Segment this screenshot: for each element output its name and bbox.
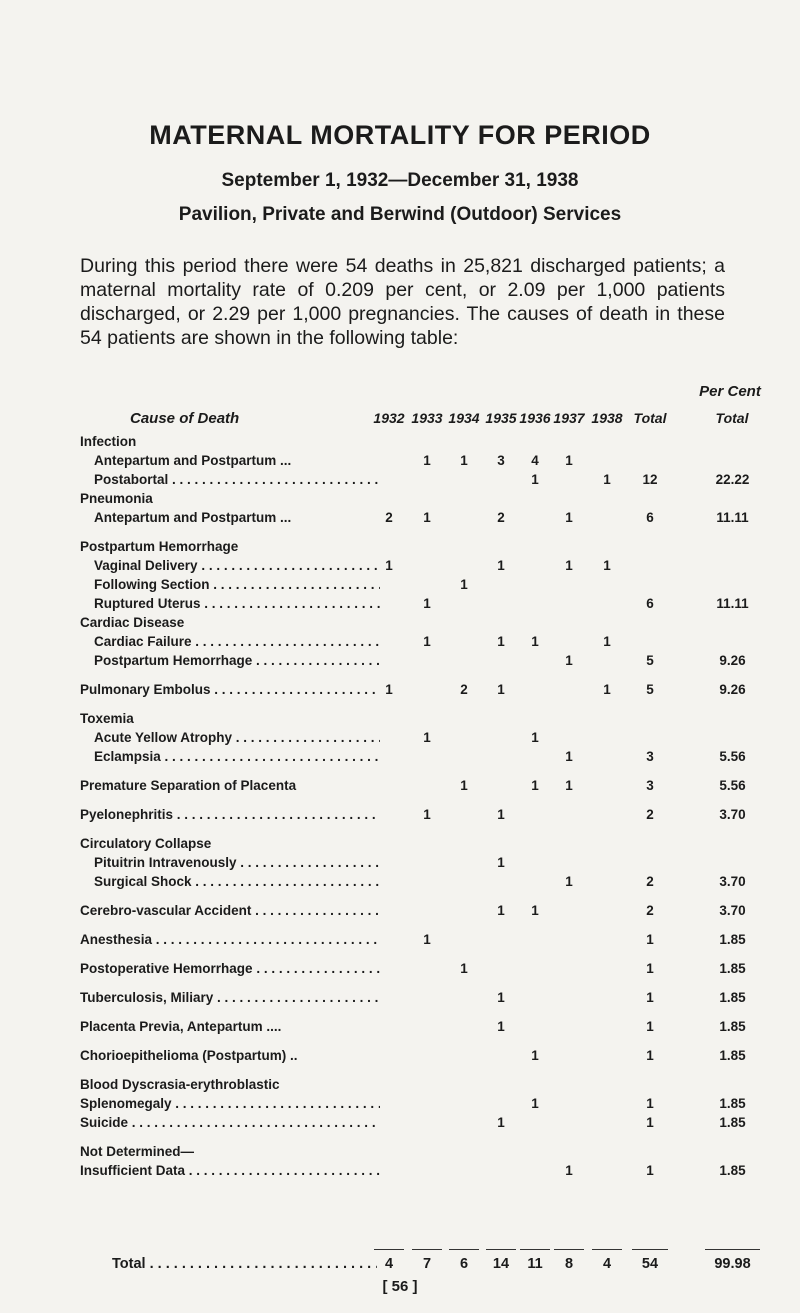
cause-label: Circulatory Collapse	[80, 836, 212, 851]
table-row	[0, 961, 800, 980]
cell-y1935: 1	[497, 634, 505, 649]
table-row	[0, 807, 800, 826]
cause-label: Placenta Previa, Antepartum ....	[80, 1019, 282, 1034]
cell-total: 1	[646, 961, 654, 976]
year-header-1933: 1933	[411, 410, 443, 426]
cause-label: Following Section . . .	[94, 577, 380, 592]
cause-label: Antepartum and Postpartum ...	[94, 510, 292, 525]
total-1938: 4	[602, 1256, 612, 1272]
cell-pct: 1.85	[719, 961, 746, 976]
cell-pct: 11.11	[716, 510, 749, 525]
cell-y1933: 1	[423, 634, 431, 649]
cell-y1937: 1	[565, 453, 573, 468]
cause-label: Pulmonary Embolus . . .	[80, 682, 380, 697]
cell-total: 1	[646, 1048, 654, 1063]
cause-label: Blood Dyscrasia-erythroblastic	[80, 1077, 280, 1092]
cell-total: 3	[646, 749, 654, 764]
cause-label: Tuberculosis, Miliary . . .	[80, 990, 380, 1005]
cell-y1932: 1	[385, 682, 393, 697]
cell-total: 12	[642, 472, 658, 487]
table-row	[0, 434, 800, 453]
cell-y1932: 1	[385, 558, 393, 573]
cell-y1933: 1	[423, 453, 431, 468]
percent-header-top: Per Cent	[699, 383, 761, 400]
percent-header-bottom: Total	[715, 410, 749, 426]
cell-pct: 1.85	[719, 990, 746, 1005]
cell-y1933: 1	[423, 596, 431, 611]
cell-pct: 3.70	[719, 903, 746, 918]
totals-label: Total . . .	[112, 1256, 377, 1272]
cell-total: 3	[646, 778, 654, 793]
total-1934: 6	[459, 1256, 469, 1272]
cell-total: 1	[646, 932, 654, 947]
cell-pct: 1.85	[719, 1096, 746, 1111]
cell-pct: 3.70	[719, 807, 746, 822]
table-row	[0, 634, 800, 653]
cell-y1935: 1	[497, 990, 505, 1005]
cell-y1935: 1	[497, 807, 505, 822]
table-row	[0, 932, 800, 951]
total-1932: 4	[384, 1256, 394, 1272]
cause-label: Vaginal Delivery . . .	[94, 558, 380, 573]
cell-y1933: 1	[423, 730, 431, 745]
cause-label: Toxemia	[80, 711, 134, 726]
table-row	[0, 1019, 800, 1038]
cause-label: Infection	[80, 434, 137, 449]
cell-y1935: 1	[497, 1019, 505, 1034]
cell-y1937: 1	[565, 749, 573, 764]
table-row	[0, 1163, 800, 1182]
totals-row	[0, 1256, 800, 1278]
total-1935: 14	[492, 1256, 510, 1272]
services-subtitle: Pavilion, Private and Berwind (Outdoor) Services	[178, 204, 622, 225]
cell-y1935: 2	[497, 510, 505, 525]
total-1937: 8	[564, 1256, 574, 1272]
cause-label: Splenomegaly . . .	[80, 1096, 380, 1111]
table-row	[0, 730, 800, 749]
cell-y1935: 1	[497, 903, 505, 918]
table-row	[0, 749, 800, 768]
cell-y1932: 2	[385, 510, 393, 525]
cell-y1935: 1	[497, 855, 505, 870]
cell-y1938: 1	[603, 558, 611, 573]
total-1936: 11	[527, 1256, 543, 1272]
year-header-1937: 1937	[553, 410, 585, 426]
table-row	[0, 778, 800, 797]
cell-y1936: 1	[531, 634, 539, 649]
total-header: Total	[633, 410, 667, 426]
cell-y1934: 1	[460, 453, 468, 468]
cell-y1935: 3	[497, 453, 505, 468]
table-row	[0, 1077, 800, 1096]
cell-y1934: 2	[460, 682, 468, 697]
cell-total: 2	[646, 807, 654, 822]
cell-y1937: 1	[565, 1163, 573, 1178]
cause-label: Insufficient Data . . .	[80, 1163, 380, 1178]
cause-label: Cardiac Failure . . .	[94, 634, 380, 649]
cell-total: 1	[646, 1096, 654, 1111]
table-row	[0, 1096, 800, 1115]
page-title: MATERNAL MORTALITY FOR PERIOD	[149, 120, 651, 150]
cause-label: Pyelonephritis . . .	[80, 807, 380, 822]
total-rules	[0, 1249, 800, 1251]
cell-y1935: 1	[497, 558, 505, 573]
cell-pct: 5.56	[719, 749, 746, 764]
table-row	[0, 874, 800, 893]
cell-y1934: 1	[460, 961, 468, 976]
cell-y1934: 1	[460, 778, 468, 793]
cell-pct: 1.85	[719, 932, 746, 947]
cell-pct: 1.85	[719, 1163, 746, 1178]
cell-y1938: 1	[603, 682, 611, 697]
cell-y1936: 1	[531, 730, 539, 745]
cause-label: Postoperative Hemorrhage . . .	[80, 961, 380, 976]
cause-label: Cardiac Disease	[80, 615, 185, 630]
cell-y1937: 1	[565, 653, 573, 668]
cause-label: Eclampsia . . .	[94, 749, 380, 764]
cell-y1936: 1	[531, 472, 539, 487]
cell-pct: 1.85	[719, 1115, 746, 1130]
table-row	[0, 510, 800, 529]
cell-total: 2	[646, 903, 654, 918]
cause-label: Postpartum Hemorrhage	[80, 539, 239, 554]
table-row	[0, 711, 800, 730]
year-header-1935: 1935	[485, 410, 517, 426]
cause-label: Not Determined—	[80, 1144, 195, 1159]
grand-total-percent: 99.98	[714, 1256, 751, 1272]
cell-total: 6	[646, 510, 654, 525]
cell-y1938: 1	[603, 634, 611, 649]
cell-y1934: 1	[460, 577, 468, 592]
cell-total: 5	[646, 653, 654, 668]
cell-total: 1	[646, 990, 654, 1005]
table-row	[0, 682, 800, 701]
cell-pct: 22.22	[715, 472, 750, 487]
cell-pct: 1.85	[719, 1019, 746, 1034]
year-header-1934: 1934	[448, 410, 480, 426]
grand-total: 54	[641, 1256, 659, 1272]
date-range-subtitle: September 1, 1932—December 31, 1938	[221, 170, 579, 191]
cause-label: Premature Separation of Placenta	[80, 778, 297, 793]
cell-pct: 11.11	[716, 596, 749, 611]
cell-y1936: 4	[531, 453, 539, 468]
cell-y1936: 1	[531, 1096, 539, 1111]
cell-total: 5	[646, 682, 654, 697]
cause-label: Suicide . . .	[80, 1115, 380, 1130]
cause-header: Cause of Death	[130, 410, 240, 427]
cell-pct: 3.70	[719, 874, 746, 889]
cell-y1937: 1	[565, 558, 573, 573]
table-row	[0, 836, 800, 855]
cause-label: Cerebro-vascular Accident . . .	[80, 903, 380, 918]
page-number: [ 56 ]	[382, 1278, 418, 1295]
table-header	[0, 410, 800, 430]
cause-label: Surgical Shock . . .	[94, 874, 380, 889]
cell-total: 1	[646, 1115, 654, 1130]
cause-label: Pituitrin Intravenously . . .	[94, 855, 380, 870]
cell-y1936: 1	[531, 778, 539, 793]
table-row	[0, 990, 800, 1009]
mortality-table	[0, 434, 800, 1182]
table-row	[0, 539, 800, 558]
table-row	[0, 903, 800, 922]
cell-pct: 9.26	[719, 653, 746, 668]
table-row	[0, 558, 800, 577]
cell-y1935: 1	[497, 682, 505, 697]
cause-label: Ruptured Uterus . . .	[94, 596, 380, 611]
total-1933: 7	[422, 1256, 432, 1272]
cell-y1936: 1	[531, 903, 539, 918]
cell-y1937: 1	[565, 778, 573, 793]
cell-total: 6	[646, 596, 654, 611]
cell-pct: 5.56	[719, 778, 746, 793]
cell-total: 2	[646, 874, 654, 889]
table-row	[0, 615, 800, 634]
table-row	[0, 855, 800, 874]
cell-total: 1	[646, 1163, 654, 1178]
table-row	[0, 491, 800, 510]
cause-label: Pneumonia	[80, 491, 153, 506]
cause-label: Anesthesia . . .	[80, 932, 380, 947]
year-header-1938: 1938	[591, 410, 623, 426]
cell-y1933: 1	[423, 807, 431, 822]
year-header-1936: 1936	[519, 410, 551, 426]
table-row	[0, 453, 800, 472]
cell-y1935: 1	[497, 1115, 505, 1130]
cell-y1936: 1	[531, 1048, 539, 1063]
cause-label: Antepartum and Postpartum ...	[94, 453, 292, 468]
table-row	[0, 653, 800, 672]
cell-total: 1	[646, 1019, 654, 1034]
cell-y1933: 1	[423, 932, 431, 947]
cause-label: Acute Yellow Atrophy . . .	[94, 730, 380, 745]
cause-label: Chorioepithelioma (Postpartum) ..	[80, 1048, 298, 1063]
cause-label: Postabortal . . .	[94, 472, 380, 487]
table-row	[0, 1048, 800, 1067]
cell-y1933: 1	[423, 510, 431, 525]
cell-y1937: 1	[565, 510, 573, 525]
cell-pct: 1.85	[719, 1048, 746, 1063]
cell-pct: 9.26	[719, 682, 746, 697]
cell-y1938: 1	[603, 472, 611, 487]
table-row	[0, 1115, 800, 1134]
table-row	[0, 1144, 800, 1163]
table-row	[0, 577, 800, 596]
intro-paragraph: During this period there were 54 deaths in 25,821 discharged patients; a maternal mortality rate of 0.209 per cent, or 2.09 per 1,000 patients discharged, or 2.29 per 1,000 pregnancies. The causes of death in these 54 patients are shown in the following table:	[80, 255, 725, 349]
year-header-1932: 1932	[373, 410, 405, 426]
table-row	[0, 472, 800, 491]
cell-y1937: 1	[565, 874, 573, 889]
cause-label: Postpartum Hemorrhage . . .	[94, 653, 380, 668]
table-row	[0, 596, 800, 615]
